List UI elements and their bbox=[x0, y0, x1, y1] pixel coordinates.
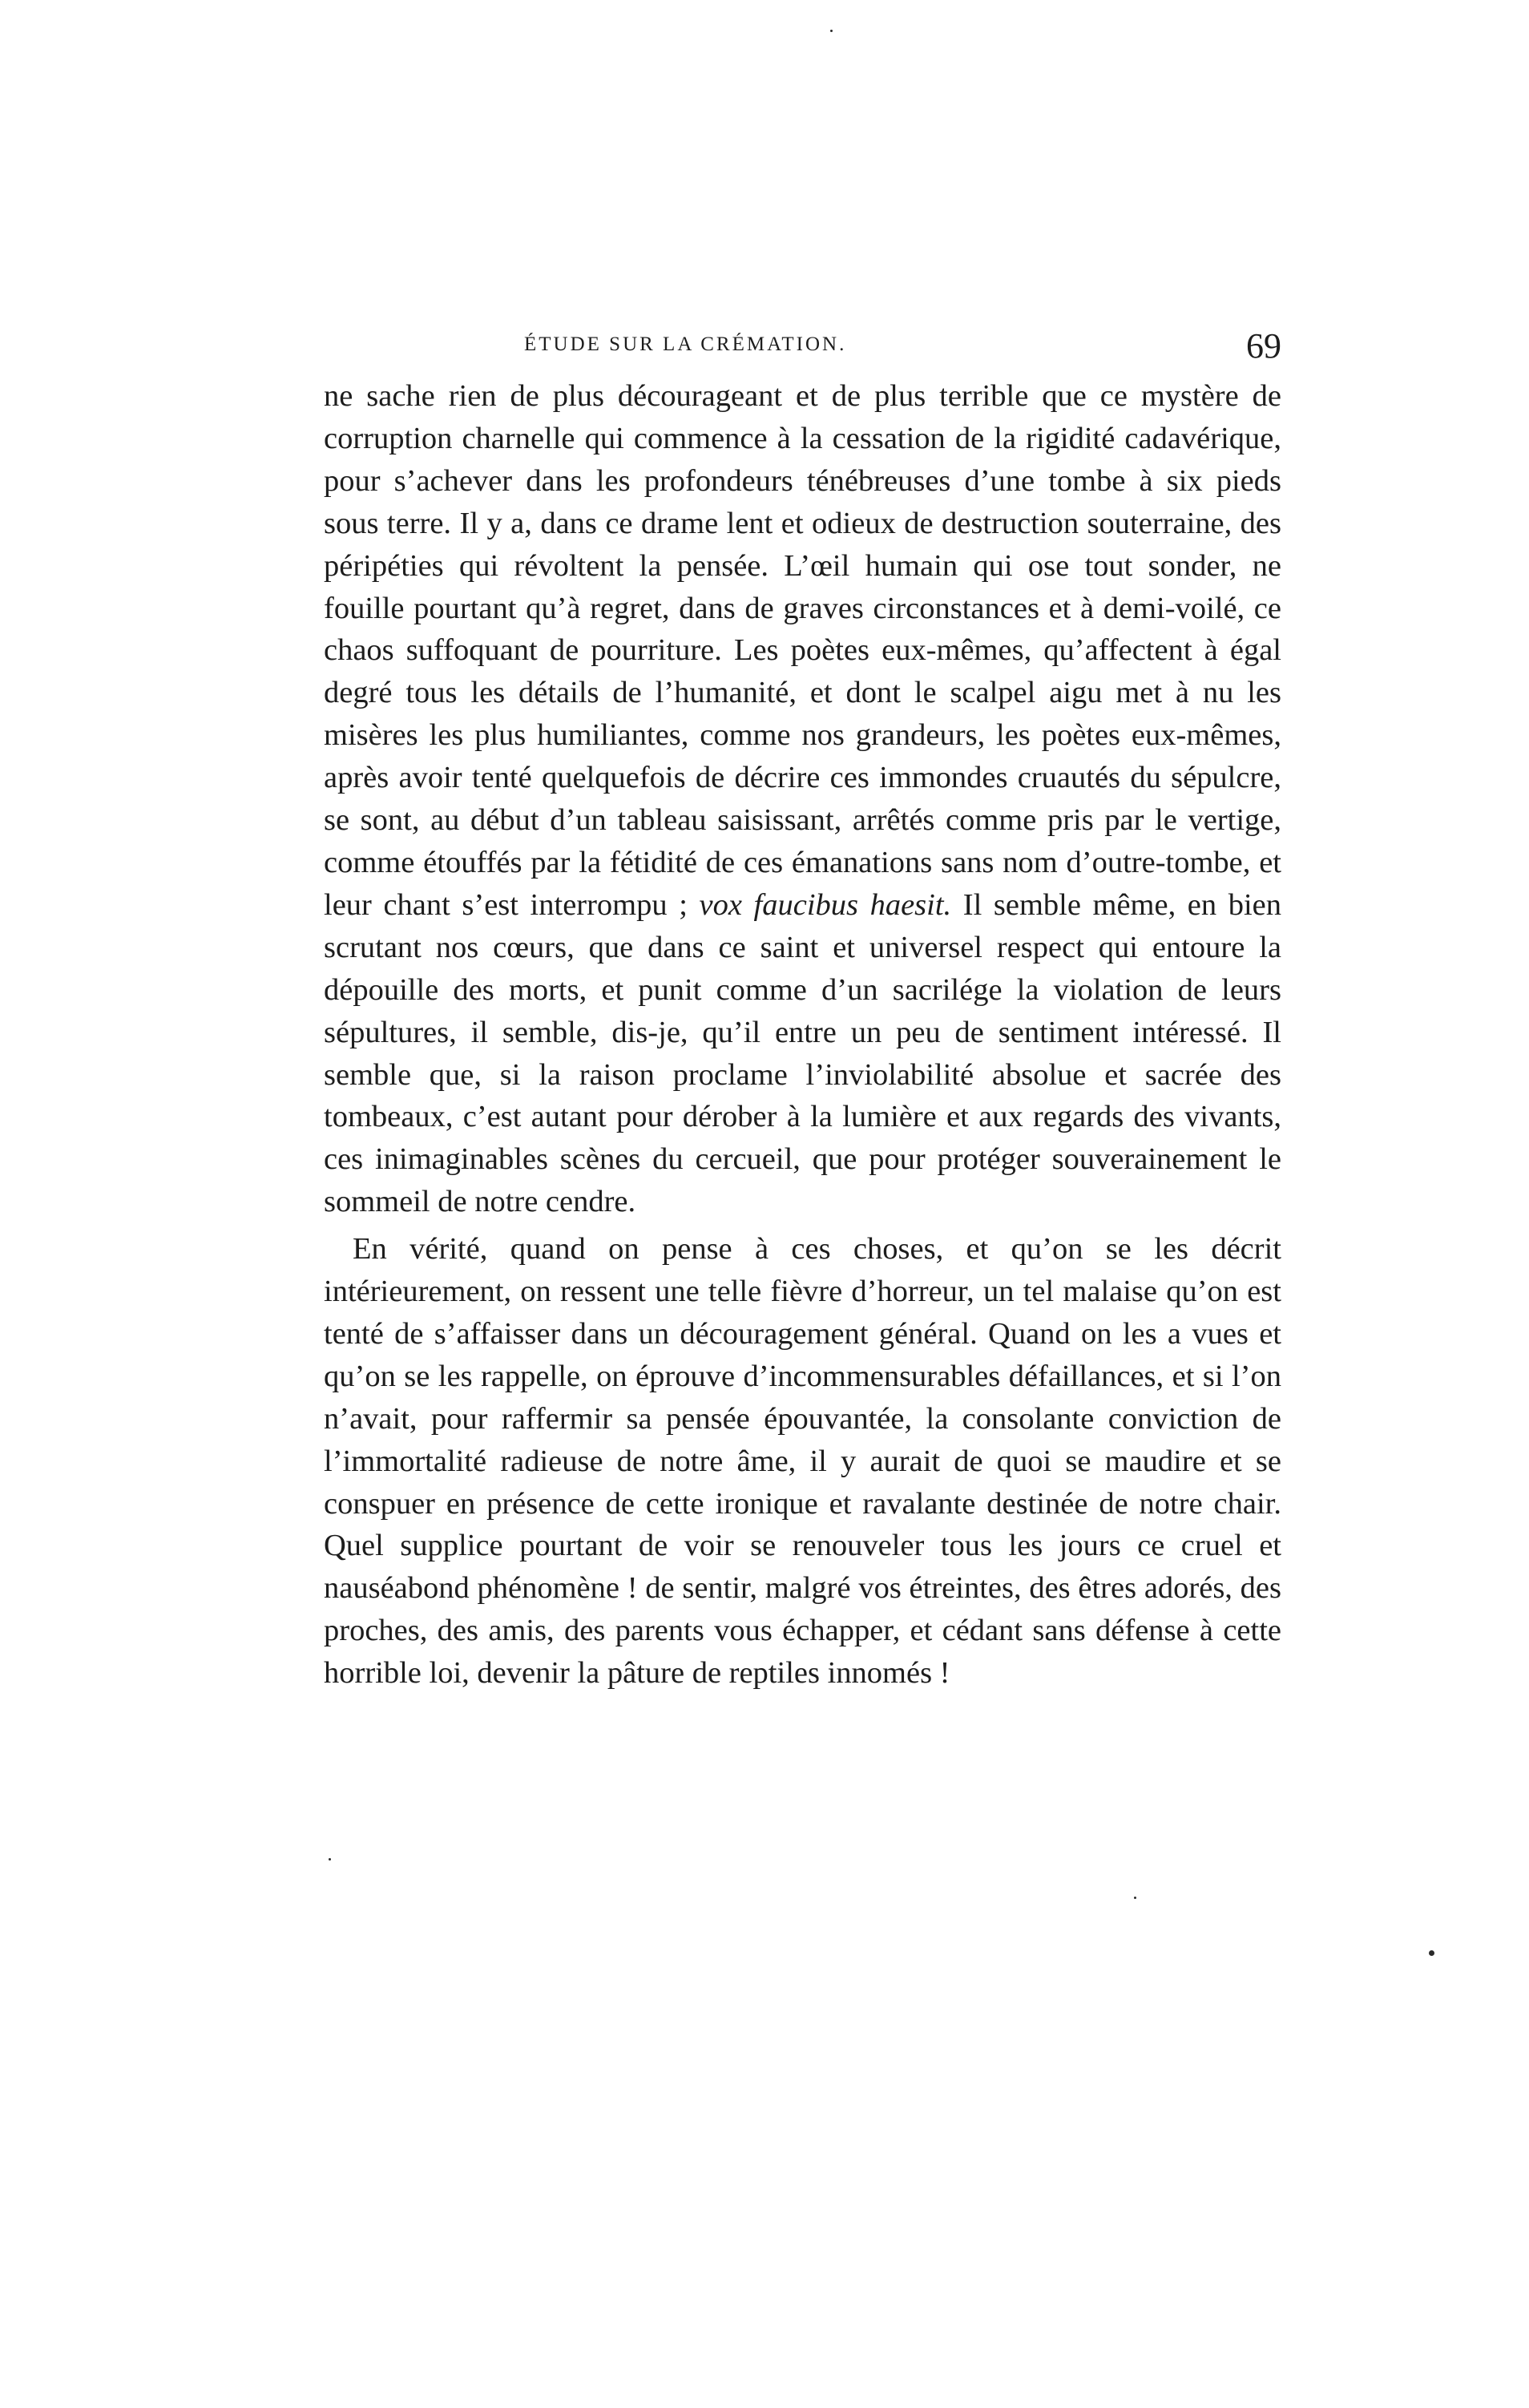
latin-quote: vox faucibus haesit. bbox=[699, 887, 952, 922]
running-title: ÉTUDE SUR LA CRÉMATION. bbox=[524, 333, 847, 355]
scan-speck bbox=[1134, 1897, 1136, 1899]
scan-speck bbox=[329, 1858, 331, 1861]
body-text bbox=[324, 375, 1281, 1695]
paragraph: En vérité, quand on pense à ces choses, et qu’on se les décrit intérieurement, on ressent une telle fièvre d’horreur, un tel malaise qu’on est tenté de s’affaisser dans un découragement général. Quand on les a vues et qu’on se les rappelle, on éprouve d’incommensurables défaillances, et si l’on n’avait, pour raffermir sa pensée épouvantée, la consolante conviction de l’immortalité radieuse de notre âme, il y aurait de quoi se maudire et se conspuer en présence de cette ironique et ravalante destinée de notre chair. Quel supplice pourtant de voir se renouveler tous les jours ce cruel et nauséabond phénomène ! de sentir, malgré vos étreintes, des êtres adorés, des proches, des amis, des parents vous échapper, et cédant sans défense à cette horrible loi, devenir la pâture de reptiles innomés ! bbox=[324, 1232, 1281, 1691]
paragraph-text-continued: Il semble même, en bien scrutant nos cœurs, que dans ce saint et universel respect qui entoure la dépouille des morts, et punit comme d’un sacrilége la violation de leurs sépultures, il semble, dis-je, qu’il entre un peu de sentiment intéressé. Il semble que, si la raison proclame l’inviolabilité absolue et sacrée des tombeaux, c’est autant pour dérober à la lumière et aux regards des vivants, ces inimaginables scènes du cercueil, que pour protéger souverainement le sommeil de notre cendre. bbox=[324, 887, 1282, 1219]
scan-speck bbox=[830, 30, 833, 32]
page-number: 69 bbox=[1246, 326, 1281, 366]
scan-speck bbox=[1429, 1950, 1434, 1956]
running-head bbox=[324, 325, 1281, 374]
paragraph-text: ne sache rien de plus décourageant et de plus terrible que ce mystère de corruption charnelle qui commence à la cessation de la rigidité cadavérique, pour s’achever dans les profondeurs ténébreuses d’une tombe à six pieds sous terre. Il y a, dans ce drame lent et odieux de destruction souterraine, des péripéties qui révoltent la pensée. L’œil humain qui ose tout sonder, ne fouille pourtant qu’à regret, dans de graves circonstances et à demi-voilé, ce chaos suffoquant de pourriture. Les poètes eux-mêmes, qu’affectent à égal degré tous les détails de l’humanité, et dont le scalpel aigu met à nu les misères les plus humiliantes, comme nos grandeurs, les poètes eux-mêmes, après avoir tenté quelquefois de décrire ces immondes cruautés du sépulcre, se sont, au début d’un tableau saisissant, arrêtés comme pris par le vertige, comme étouffés par la fétidité de ces émanations sans nom d’outre-tombe, et leur chant s’est interrompu ; bbox=[324, 379, 1281, 922]
paragraph bbox=[324, 375, 1281, 1223]
